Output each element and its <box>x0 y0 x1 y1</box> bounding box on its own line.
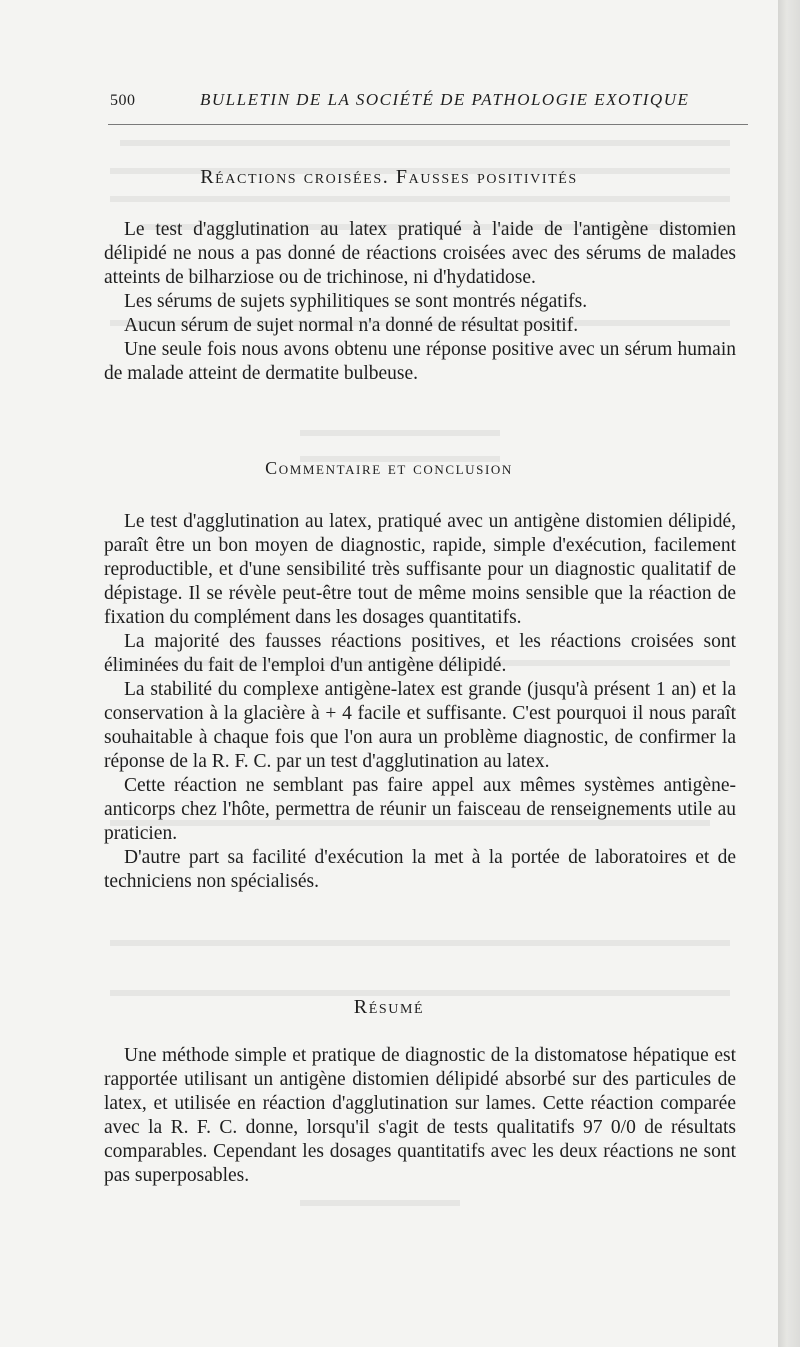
paragraph: Les sérums de sujets syphilitiques se sont montrés négatifs. <box>124 291 588 312</box>
paragraph: La majorité des fausses réactions positives, et les réactions croisées sont éliminées du fait de l'emploi d'un antigène délipidé. <box>104 631 736 676</box>
section-heading-summary: Résumé <box>353 996 425 1018</box>
page-edge <box>778 0 800 1347</box>
paragraph: Une méthode simple et pratique de diagnostic de la distomatose hépatique est rapportée utilisant un antigène distomien délipidé absorbé sur des particules de latex, et utilisée en réaction d'agglutination sur lames. Cette réaction comparée avec la R. F. C. donne, lorsqu'il s'agit de tests qualitatifs 97 0/0 de résultats comparables. Cependant les dosages quantitatifs avec les deux réactions ne sont pas superposables. <box>104 1045 736 1186</box>
running-title: BULLETIN DE LA SOCIÉTÉ DE PATHOLOGIE EXOTIQUE <box>200 90 690 109</box>
section-heading-commentary: Commentaire et conclusion <box>265 458 513 478</box>
paragraph: Le test d'agglutination au latex pratiqué à l'aide de l'antigène distomien délipidé ne nous a pas donné de réactions croisées avec des sérums de malades atteints de bilharziose ou de trichinose, ni d'hydatidose. <box>104 219 736 288</box>
header-rule <box>108 124 748 125</box>
section-heading-cross-reactions: Réactions croisées. Fausses positivités <box>200 166 578 188</box>
paragraph: La stabilité du complexe antigène-latex est grande (jusqu'à présent 1 an) et la conservation à la glacière à + 4 facile et suffisante. C'est pourquoi il nous paraît souhaitable à chaque fois que l'on aura un problème diagnostic, de confirmer la réponse de la R. F. C. par un test d'agglutination au latex. <box>104 679 736 772</box>
section-body-cross-reactions <box>104 218 736 386</box>
running-header <box>108 88 748 118</box>
paragraph: D'autre part sa facilité d'exécution la met à la portée de laboratoires et de techniciens non spécialisés. <box>104 847 736 892</box>
page-number: 500 <box>110 92 136 109</box>
paragraph: Une seule fois nous avons obtenu une réponse positive avec un sérum humain de malade atteint de dermatite bulbeuse. <box>104 339 736 384</box>
section-body-summary <box>104 1044 736 1188</box>
section-body-commentary <box>104 510 736 894</box>
paragraph: Cette réaction ne semblant pas faire appel aux mêmes systèmes antigène-anticorps chez l'hôte, permettra de réunir un faisceau de renseignements utile au praticien. <box>104 775 736 844</box>
paragraph: Aucun sérum de sujet normal n'a donné de résultat positif. <box>124 315 579 336</box>
paragraph: Le test d'agglutination au latex, pratiqué avec un antigène distomien délipidé, paraît être un bon moyen de diagnostic, rapide, simple d'exécution, facilement reproductible, et d'une sensibilité très suffisante pour un diagnostic qualitatif de dépistage. Il se révèle peut-être tout de même moins sensible que la réaction de fixation du complément dans les dosages quantitatifs. <box>104 511 736 628</box>
